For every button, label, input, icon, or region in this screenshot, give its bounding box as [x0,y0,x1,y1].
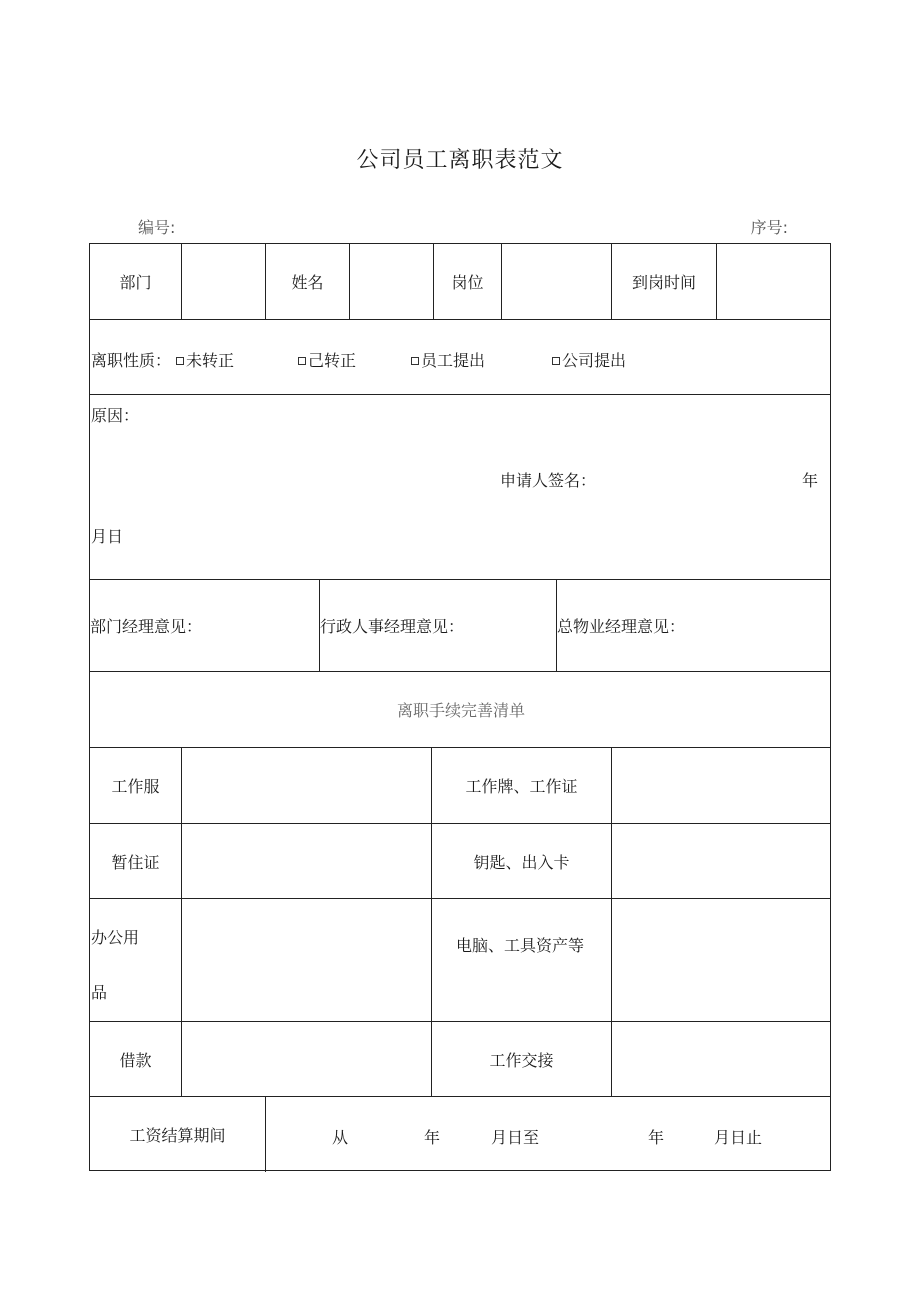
sequence-number-label: 序号: [750,218,788,237]
salary-md-end-label: 月日止 [714,1128,763,1147]
checklist-row-4 [90,1022,830,1097]
keys-label: 钥匙、出入卡 [432,824,612,898]
reason-row [90,395,830,580]
checklist-row-2 [90,824,830,899]
serial-number-label: 编号: [138,218,176,237]
checklist-title: 离职手续完善清单 [396,701,525,720]
salary-year-1-label: 年 [424,1128,441,1147]
checklist-title-row [90,672,830,748]
salary-year-2-label: 年 [648,1128,665,1147]
option-employee-initiated[interactable]: 员工提出 [411,348,485,371]
badge-label: 工作牌、工作证 [432,748,612,823]
arrival-time-field[interactable] [717,244,832,319]
opinions-row [90,580,830,672]
nature-row [90,320,830,395]
office-supplies-line-1: 办公用 [91,928,140,947]
department-field[interactable] [182,244,266,319]
reason-month-day-label: 月日 [91,527,124,546]
handover-field[interactable] [612,1022,832,1096]
arrival-time-label: 到岗时间 [612,244,717,319]
checklist-row-1 [90,748,830,824]
salary-period-field[interactable] [266,1097,832,1172]
option-regular[interactable]: 己转正 [298,348,356,371]
computer-field[interactable] [612,899,832,1021]
option-company-initiated[interactable]: 公司提出 [552,348,626,371]
loan-label: 借款 [90,1022,182,1096]
position-field[interactable] [502,244,612,319]
computer-label-text: 电脑、工具资产等 [456,936,585,955]
name-field[interactable] [350,244,434,319]
badge-field[interactable] [612,748,832,823]
office-supplies-field[interactable] [182,899,432,1021]
reason-label: 原因： [91,406,140,425]
option-probation[interactable]: 未转正 [176,348,234,371]
name-label: 姓名 [266,244,350,319]
hr-manager-opinion[interactable]: 行政人事经理意见： [320,580,557,671]
salary-period-label: 工资结算期间 [90,1097,266,1172]
office-supplies-label [90,899,182,1021]
work-clothes-label: 工作服 [90,748,182,823]
handover-label: 工作交接 [432,1022,612,1096]
applicant-signature-label: 申请人签名： [500,471,597,490]
page-title: 公司员工离职表范文 [356,148,564,173]
position-label: 岗位 [434,244,502,319]
general-manager-opinion[interactable]: 总物业经理意见： [557,617,686,636]
salary-from-label: 从 [332,1128,349,1147]
resignation-form-table [89,243,831,1171]
department-label: 部门 [90,244,182,319]
loan-field[interactable] [182,1022,432,1096]
reason-year-label: 年 [802,471,819,490]
checkbox-icon [411,357,419,365]
checkbox-icon [298,357,306,365]
computer-label [432,899,612,1021]
salary-md-to-label: 月日至 [491,1128,540,1147]
office-supplies-line-2: 品 [91,983,108,1002]
checkbox-icon [176,357,184,365]
residence-permit-field[interactable] [182,824,432,898]
checkbox-icon [552,357,560,365]
work-clothes-field[interactable] [182,748,432,823]
dept-manager-opinion[interactable]: 部门经理意见： [90,580,320,671]
salary-row [90,1097,830,1172]
nature-label: 离职性质： [91,351,172,370]
keys-field[interactable] [612,824,832,898]
checklist-row-3 [90,899,830,1022]
residence-permit-label: 暂住证 [90,824,182,898]
info-row [90,244,830,320]
